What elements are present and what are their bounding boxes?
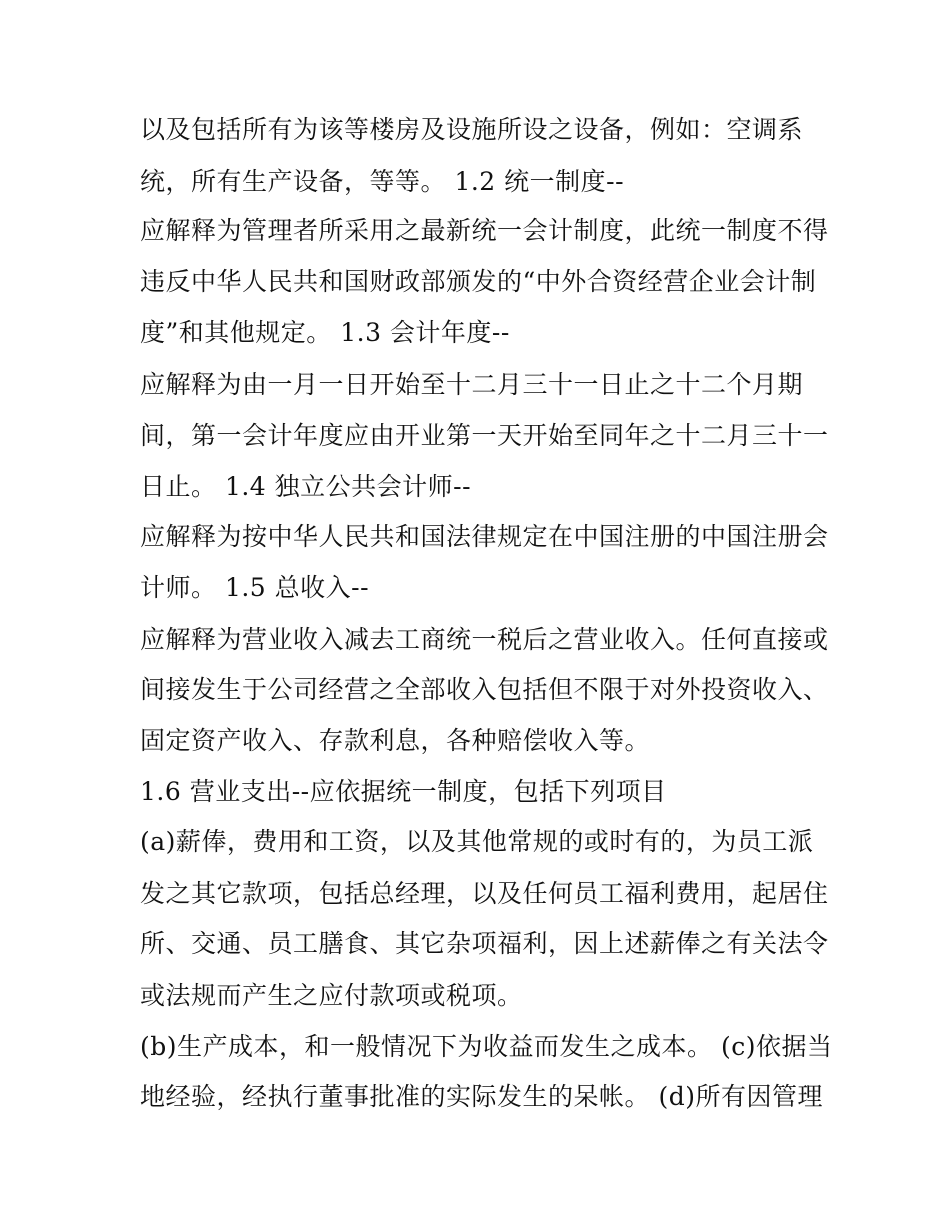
text-line: 间接发生于公司经营之全部收入包括但不限于对外投资收入、	[140, 675, 829, 704]
text-line: 以及包括所有为该等楼房及设施所设之设备，例如：空调系	[140, 115, 804, 144]
text-line: 计师。 1.5 总收入--	[140, 573, 370, 602]
text-line: 1.6 营业支出--应依据统一制度，包括下列项目	[140, 777, 667, 806]
text-line: 应解释为管理者所采用之最新统一会计制度，此统一制度不得	[140, 216, 829, 245]
text-line: 所、交通、员工膳食、其它杂项福利，因上述薪俸之有关法令	[140, 929, 829, 958]
text-line: (b)生产成本，和一般情况下为收益而发生之成本。 (c)依据当	[140, 1032, 833, 1061]
text-line: (a)薪俸，费用和工资，以及其他常规的或时有的，为员工派	[140, 827, 814, 856]
text-line: 违反中华人民共和国财政部颁发的“中外合资经营企业会计制	[140, 267, 817, 296]
text-line: 发之其它款项，包括总经理，以及任何员工福利费用，起居住	[140, 879, 829, 908]
text-line: 应解释为营业收入减去工商统一税后之营业收入。任何直接或	[140, 625, 829, 654]
text-line: 应解释为按中华人民共和国法律规定在中国注册的中国注册会	[140, 522, 829, 551]
text-line: 或法规而产生之应付款项或税项。	[140, 981, 523, 1010]
text-line: 间，第一会计年度应由开业第一天开始至同年之十二月三十一	[140, 421, 829, 450]
text-line: 统，所有生产设备，等等。 1.2 统一制度--	[140, 167, 625, 196]
text-line: 固定资产收入、存款利息，各种赔偿收入等。	[140, 726, 651, 755]
text-line: 地经验，经执行董事批准的实际发生的呆帐。 (d)所有因管理	[140, 1082, 823, 1111]
text-line: 日止。 1.4 独立公共会计师--	[140, 472, 472, 501]
text-line: 应解释为由一月一日开始至十二月三十一日止之十二个月期	[140, 370, 804, 399]
text-line: 度”和其他规定。 1.3 会计年度--	[140, 318, 510, 347]
